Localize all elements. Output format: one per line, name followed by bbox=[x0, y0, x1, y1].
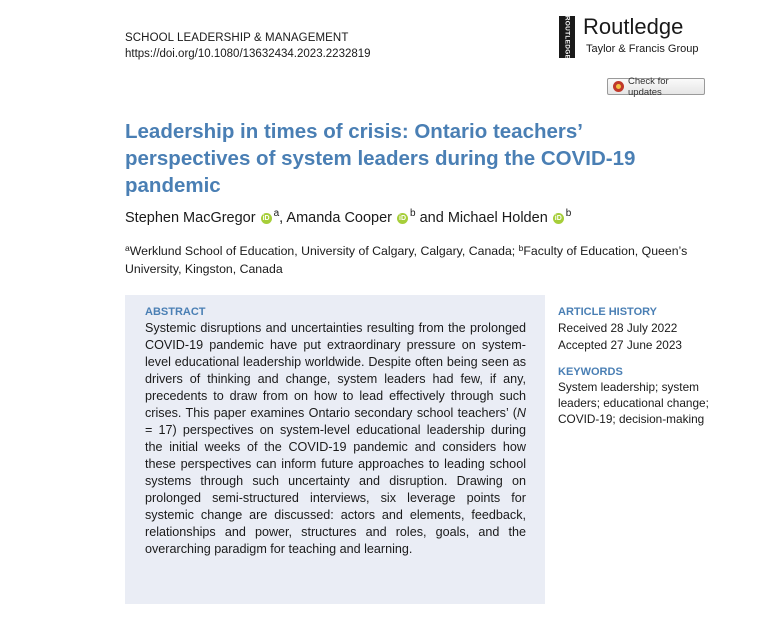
doi-link[interactable]: https://doi.org/10.1080/13632434.2023.2232819 bbox=[125, 48, 371, 60]
received-date: Received 28 July 2022 bbox=[558, 321, 678, 335]
author-affil-mark: b bbox=[410, 208, 416, 219]
orcid-icon[interactable]: iD bbox=[262, 215, 270, 222]
publisher-logo bbox=[559, 14, 709, 62]
publisher-name: Routledge bbox=[583, 14, 684, 39]
author-affil-mark: b bbox=[565, 208, 572, 219]
author-name[interactable]: Stephen MacGregor bbox=[125, 210, 256, 226]
author-name[interactable]: Michael Holden bbox=[447, 210, 548, 226]
keywords-heading: KEYWORDS bbox=[558, 366, 623, 378]
check-for-updates-button[interactable] bbox=[607, 75, 705, 98]
abstract-heading: ABSTRACT bbox=[145, 306, 206, 318]
publisher-logo-mark: ROUTLEDGE bbox=[559, 16, 575, 58]
journal-name: SCHOOL LEADERSHIP & MANAGEMENT bbox=[125, 32, 349, 44]
crossmark-icon bbox=[613, 81, 624, 92]
orcid-icon[interactable]: iD bbox=[399, 215, 406, 222]
keywords-list: System leadership; system leaders; educational change; COVID-19; decision-making bbox=[558, 380, 709, 426]
orcid-icon[interactable]: iD bbox=[554, 215, 562, 222]
abstract-text: Systemic disruptions and uncertainties resulting from the prolonged COVID-19 pandemic have put extraordinary pressure on system-level educational leadership worldwide. Despite often being seen as drivers of thinking and change, system leaders had few, if any, precedents to draw from on how to lead effectively through such crises. This paper examines Ontario secondary school teachers’ (N = 17) perspectives on system-level educational leadership during the initial weeks of the COVID-19 pandemic and considers how these perspectives can inform future approaches to leading school systems through such uncertainty and disruption. Drawing on prolonged semi-structured interviews, six leverage points for systemic change are discussed: actors and elements, feedback, relationships and power, structures and roles, goals, and the overarching paradigm for teaching and learning. bbox=[145, 321, 526, 556]
author-name[interactable]: Amanda Cooper bbox=[286, 210, 392, 226]
affiliations: $^a$Werklund School of Education, University of Calgary, Calgary, Canada; $^b$Faculty of Education, Queen’s University, Kingston, Canada bbox=[125, 243, 688, 276]
author-affil-mark: a bbox=[273, 208, 280, 219]
article-history-heading: ARTICLE HISTORY bbox=[558, 306, 658, 318]
accepted-date: Accepted 27 June 2023 bbox=[558, 338, 682, 352]
article-title: Leadership in times of crisis: Ontario teachers’ perspectives of system leaders during the COVID-19 pandemic bbox=[125, 120, 636, 197]
publisher-subtitle: Taylor & Francis Group bbox=[586, 43, 699, 55]
author-list: Stephen MacGregor iD $^a$, Amanda Cooper iD $^b$ and Michael Holden iD $^b$ bbox=[125, 208, 572, 226]
check-for-updates-label: Check for updates bbox=[628, 75, 669, 98]
